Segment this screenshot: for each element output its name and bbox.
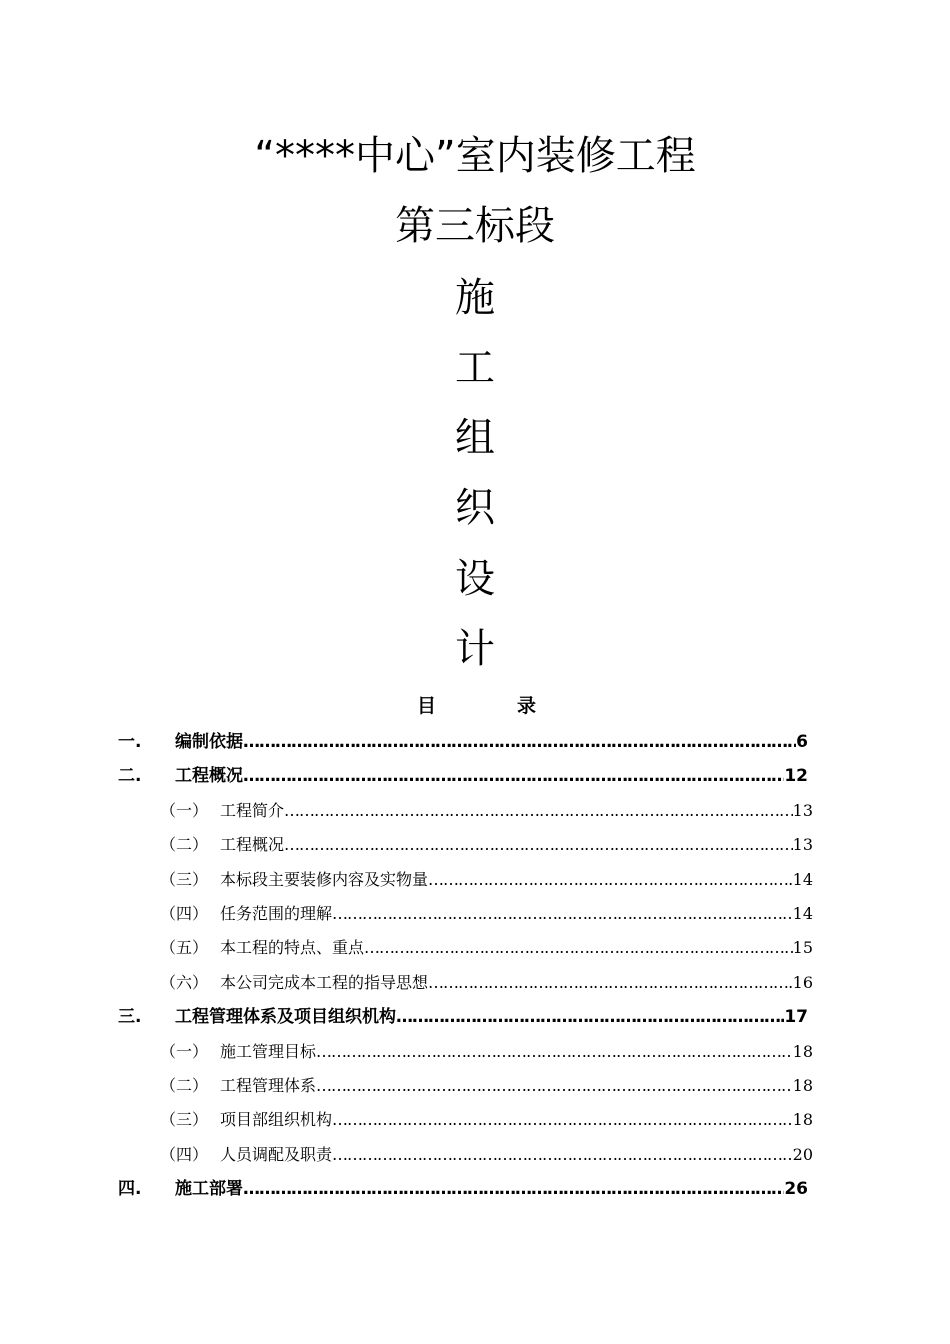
toc-entry-title: 施工管理目标	[220, 1041, 317, 1061]
toc-entry-page-number: 14	[792, 869, 813, 889]
toc-entry[interactable]	[118, 764, 808, 788]
toc-entry-title: 施工部署	[175, 1179, 243, 1200]
toc-entry[interactable]	[160, 1040, 813, 1064]
toc-entry[interactable]	[160, 902, 813, 926]
toc-leader-dots	[243, 1177, 784, 1201]
toc-entry[interactable]	[118, 730, 808, 754]
document-subtitle: 第三标段	[395, 203, 555, 249]
toc-entry-page-number: 26	[784, 1179, 808, 1200]
toc-leader-dots	[316, 1074, 793, 1098]
toc-entry-page-number: 18	[792, 1041, 813, 1061]
toc-heading-char: 录	[517, 695, 537, 717]
toc-entry-page-number: 20	[792, 1144, 813, 1164]
toc-entry-page-number: 17	[784, 1007, 808, 1028]
toc-entry-page-number: 18	[792, 1076, 813, 1095]
toc-entry-number: （三）	[160, 1110, 209, 1130]
toc-entry-title: 工程概况	[220, 835, 285, 855]
toc-entry[interactable]	[160, 936, 813, 960]
vertical-title-char: 设	[455, 556, 495, 602]
toc-entry-page-number: 6	[796, 732, 808, 752]
document-title: “****中心”室内装修工程	[254, 133, 696, 179]
toc-entry[interactable]	[160, 868, 813, 892]
vertical-title-char: 织	[455, 485, 495, 531]
toc-entry[interactable]	[160, 1108, 813, 1132]
vertical-title-char: 施	[455, 275, 495, 321]
toc-entry[interactable]	[160, 799, 813, 823]
toc-entry-title: 工程管理体系及项目组织机构	[175, 1007, 396, 1028]
toc-entry-page-number: 13	[792, 835, 813, 855]
toc-entry[interactable]	[118, 1005, 808, 1029]
toc-entry-number: （三）	[160, 869, 209, 889]
toc-leader-dots	[243, 730, 796, 754]
toc-entry[interactable]	[160, 1074, 813, 1098]
toc-entry-page-number: 13	[792, 800, 813, 820]
toc-entry-number: 三.	[118, 1007, 142, 1028]
toc-entry-number: （一）	[160, 800, 209, 820]
toc-entry-number: （二）	[160, 835, 209, 855]
toc-entry-title: 编制依据	[175, 732, 243, 752]
toc-entry-number: （五）	[160, 938, 209, 958]
toc-leader-dots	[396, 1005, 784, 1029]
toc-heading-char: 目	[417, 695, 437, 717]
toc-entry-page-number: 12	[784, 766, 808, 787]
toc-entry-title: 工程概况	[175, 766, 243, 787]
toc-entry-title: 工程管理体系	[220, 1076, 317, 1095]
toc-entry-title: 项目部组织机构	[220, 1110, 333, 1130]
toc-entry-number: 四.	[118, 1179, 142, 1200]
toc-entry[interactable]	[160, 833, 813, 857]
toc-entry-number: （一）	[160, 1041, 209, 1061]
toc-heading	[0, 694, 950, 718]
toc-entry-page-number: 18	[792, 1110, 813, 1130]
toc-entry-title: 人员调配及职责	[220, 1144, 333, 1164]
toc-entry-title: 任务范围的理解	[220, 904, 333, 923]
toc-entry-title: 本标段主要装修内容及实物量	[220, 869, 429, 889]
toc-leader-dots	[332, 902, 793, 926]
toc-entry[interactable]	[160, 1143, 813, 1167]
vertical-title-char: 计	[455, 626, 495, 672]
toc-entry-number: （六）	[160, 972, 209, 992]
toc-entry-number: （二）	[160, 1076, 209, 1095]
toc-leader-dots	[284, 833, 793, 857]
toc-leader-dots	[284, 799, 793, 823]
vertical-title-char: 组	[455, 415, 495, 461]
toc-entry-title: 工程简介	[220, 800, 285, 820]
toc-entry-title: 本公司完成本工程的指导思想	[220, 972, 429, 992]
toc-leader-dots	[428, 971, 793, 995]
toc-entry-number: 一.	[118, 732, 142, 752]
toc-entry-page-number: 14	[792, 904, 813, 923]
toc-leader-dots	[332, 1143, 793, 1167]
toc-leader-dots	[316, 1040, 793, 1064]
toc-entry-number: （四）	[160, 904, 209, 923]
toc-leader-dots	[243, 764, 784, 788]
toc-entry-number: （四）	[160, 1144, 209, 1164]
toc-entry[interactable]	[118, 1177, 808, 1201]
toc-entry-title: 本工程的特点、重点	[220, 938, 365, 958]
toc-entry-page-number: 15	[792, 938, 813, 958]
toc-entry-number: 二.	[118, 766, 142, 787]
toc-entry-page-number: 16	[792, 972, 813, 992]
toc-leader-dots	[428, 868, 793, 892]
toc-entry[interactable]	[160, 971, 813, 995]
toc-leader-dots	[332, 1108, 793, 1132]
vertical-title-char: 工	[455, 345, 495, 391]
toc-leader-dots	[364, 936, 793, 960]
